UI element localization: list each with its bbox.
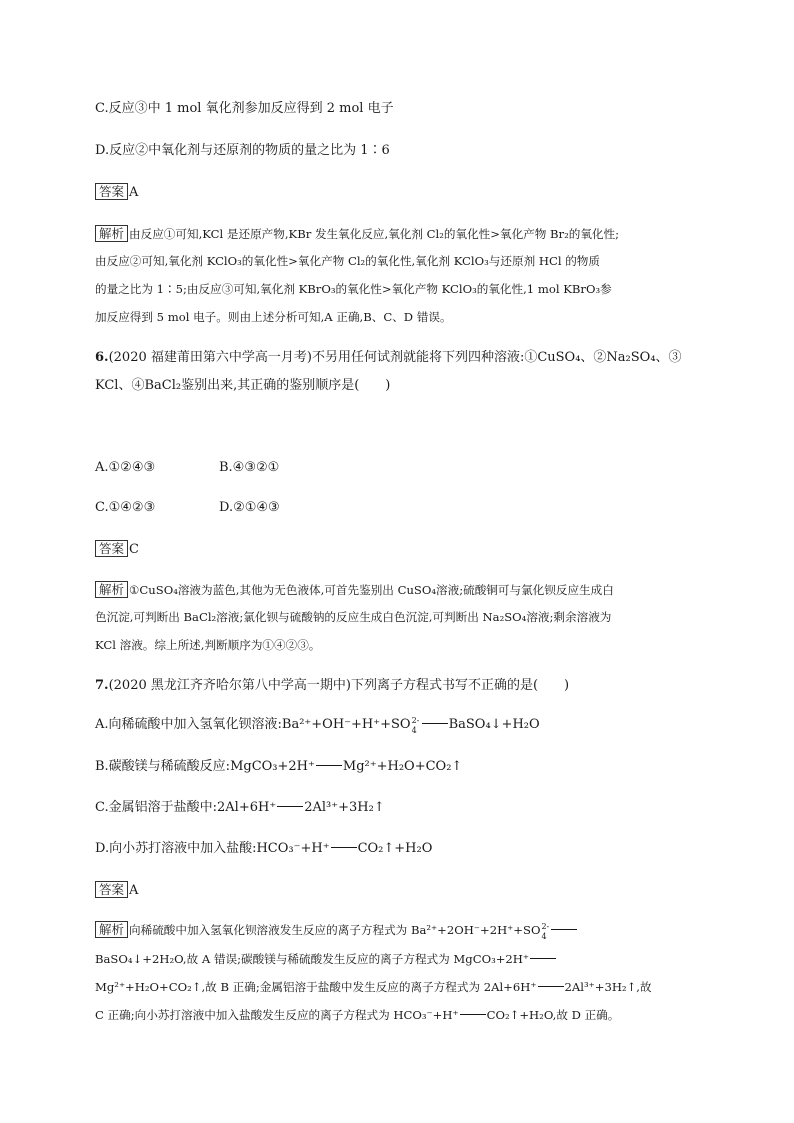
q5-explain-line-2: 由反应②可知,氧化剂 KClO₃的氧化性>氧化产物 Cl₂的氧化性,氧化剂 KClO₃与还原剂 HCl 的物质: [95, 254, 600, 268]
q7-explain-line-3: Mg²⁺+H₂O+CO₂↑,故 B 正确;金属铝溶于盐酸中发生反应的离子方程式为 2Al+6H⁺ 2Al³⁺+3H₂↑,故: [95, 980, 652, 994]
equals-line: [530, 958, 556, 959]
q7-option-a: A.向稀硫酸中加入氢氧化钡溶液:Ba²⁺+OH⁻+H⁺+SO 2- 4 BaSO₄↓+H₂O: [95, 716, 540, 735]
answer-value: C: [129, 542, 139, 557]
q6-explain-line-2: 色沉淀,可判断出 BaCl₂溶液;氯化钡与硫酸钠的反应生成白色沉淀,可判断出 Na₂SO₄溶液;剩余溶液为: [95, 610, 612, 624]
q5-answer: [95, 183, 138, 202]
q5-explain-line-4: 加反应得到 5 mol 电子。则由上述分析可知,A 正确,B、C、D 错误。: [95, 310, 452, 324]
answer-tag: 答案: [95, 881, 128, 898]
q6-options-row-1: [95, 459, 279, 477]
answer-tag: 答案: [95, 540, 128, 557]
equals-line: [551, 929, 577, 930]
q6-explain-line-3: KCl 溶液。综上所述,判断顺序为①④②③。: [95, 638, 321, 652]
q6-stem: 不另用任何试剂就能将下列四种溶液:①CuSO₄、②Na₂SO₄、③: [311, 350, 682, 365]
q7-explain-line-4: C 正确;向小苏打溶液中加入盐酸发生反应的离子方程式为 HCO₃⁻+H⁺ CO₂↑+H₂O,故 D 正确。: [95, 1008, 620, 1022]
explain-tag: 解析: [95, 225, 128, 242]
answer-tag: 答案: [95, 183, 128, 200]
answer-value: A: [129, 883, 139, 898]
equals-line: [538, 986, 564, 987]
q5-explain-line-1: 解析 由反应①可知,KCl 是还原产物,KBr 发生氧化反应,氧化剂 Cl₂的氧化性>氧化产物 Br₂的氧化性;: [95, 225, 619, 243]
q5-explain-line-3: 的量之比为 1∶5;由反应③可知,氧化剂 KBrO₃的氧化性>氧化产物 KClO₃的氧化性,1 mol KBrO₃参: [95, 282, 612, 296]
q6-stem-line-1: [95, 349, 682, 367]
q6-source: (2020 福建莆田第六中学高一月考): [108, 350, 312, 365]
q6-number: 6.: [95, 350, 109, 365]
q5-option-d: D.反应②中氧化剂与还原剂的物质的量之比为 1∶6: [95, 143, 390, 158]
answer-value: A: [129, 185, 139, 200]
q7-source: (2020 黑龙江齐齐哈尔第八中学高一期中): [108, 678, 351, 693]
equals-line: [422, 723, 448, 724]
explain-tag: 解析: [95, 581, 128, 598]
q7-explain-line-2: BaSO₄↓+2H₂O,故 A 错误;碳酸镁与稀硫酸发生反应的离子方程式为 MgCO₃+2H⁺: [95, 950, 557, 968]
equals-line: [460, 1014, 486, 1015]
q7-option-d: D.向小苏打溶液中加入盐酸:HCO₃⁻+H⁺ CO₂↑+H₂O: [95, 841, 433, 856]
q7-explain-line-1: 解析 向稀硫酸中加入氢氧化钡溶液发生反应的离子方程式为 Ba²⁺+2OH⁻+2H⁺+SO 2- 4: [95, 921, 578, 939]
q7-stem: 7.(2020 黑龙江齐齐哈尔第八中学高一期中)下列离子方程式书写不正确的是( ): [95, 678, 570, 693]
q6-option-a: A.①②④③: [95, 460, 156, 475]
q6-answer: [95, 540, 139, 559]
q7-option-b: B.碳酸镁与稀硫酸反应:MgCO₃+2H⁺ Mg²⁺+H₂O+CO₂↑: [95, 759, 463, 774]
q7-number: 7.: [95, 678, 109, 693]
q7-option-c: C.金属铝溶于盐酸中:2Al+6H⁺ 2Al³⁺+3H₂↑: [95, 800, 385, 815]
q5-option-c: C.反应③中 1 mol 氧化剂参加反应得到 2 mol 电子: [95, 101, 394, 116]
explain-tag: 解析: [95, 921, 128, 938]
q6-options-row-2: [95, 499, 280, 517]
equals-line: [331, 847, 357, 848]
equals-line: [277, 806, 303, 807]
q6-explain-line-1: 解析 ①CuSO₄溶液为蓝色,其他为无色液体,可首先鉴别出 CuSO₄溶液;硫酸铜可与氯化钡反应生成白: [95, 581, 614, 599]
q6-option-b: B.④③②①: [219, 460, 280, 475]
equals-line: [316, 765, 342, 766]
q7-answer: [95, 881, 138, 900]
sulfate-ion-notation: 2- 4: [411, 716, 420, 735]
sulfate-ion-notation: 2- 4: [541, 922, 550, 941]
q6-option-d: D.②①④③: [219, 500, 280, 515]
q6-option-c: C.①④②③: [95, 500, 156, 515]
q6-stem-line-2: KCl、④BaCl₂鉴别出来,其正确的鉴别顺序是( ): [95, 378, 391, 393]
